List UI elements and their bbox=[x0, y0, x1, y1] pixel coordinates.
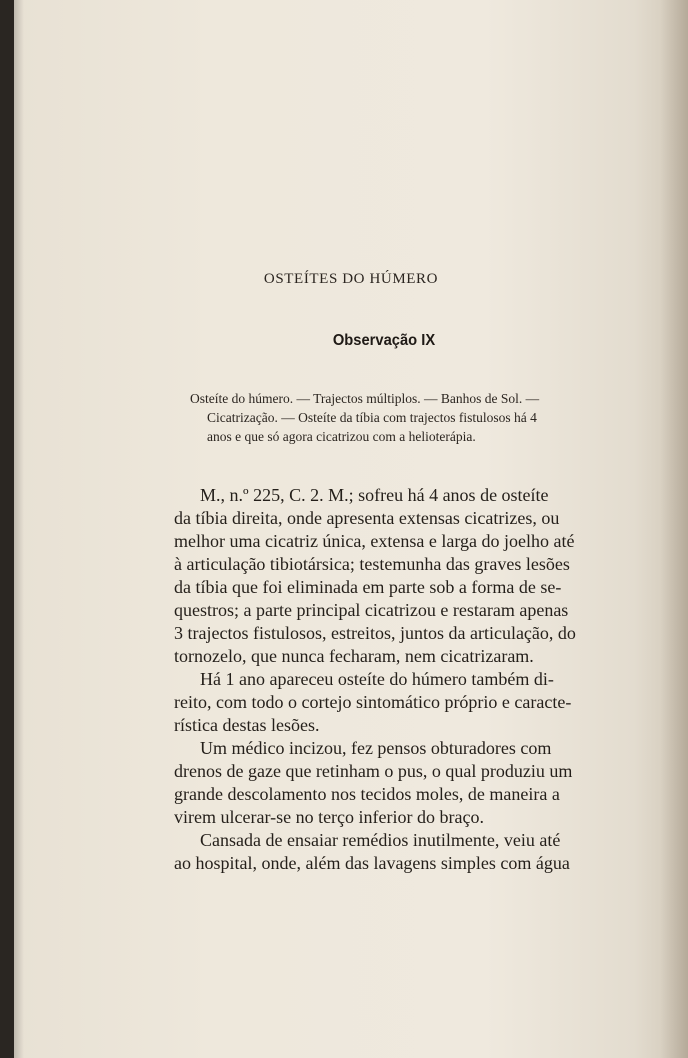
book-page bbox=[14, 0, 688, 1058]
section-heading: OSTEÍTES DO HÚMERO bbox=[263, 271, 439, 287]
body-line: tornozelo, que nunca fecharam, nem cicatrizaram. bbox=[174, 646, 534, 666]
body-line: da tíbia direita, onde apresenta extensas cicatrizes, ou bbox=[174, 508, 560, 528]
body-line: virem ulcerar-se no terço inferior do braço. bbox=[174, 807, 484, 827]
summary-line: anos e que só agora cicatrizou com a helioterápia. bbox=[207, 429, 476, 444]
body-line: grande descolamento nos tecidos moles, de maneira a bbox=[174, 784, 560, 804]
body-line: à articulação tibiotársica; testemunha das graves lesões bbox=[174, 554, 570, 574]
body-line: ao hospital, onde, além das lavagens simples com água bbox=[174, 853, 570, 873]
summary-line: Cicatrização. — Osteíte da tíbia com trajectos fistulosos há 4 bbox=[207, 410, 537, 425]
body-line: M., n.º 225, C. 2. M.; sofreu há 4 anos de osteíte bbox=[200, 485, 549, 505]
summary-line: Osteíte do húmero. — Trajectos múltiplos. — Banhos de Sol. — bbox=[190, 391, 540, 406]
body-line: Há 1 ano apareceu osteíte do húmero também di- bbox=[200, 669, 554, 689]
body-line: reito, com todo o cortejo sintomático próprio e caracte- bbox=[174, 692, 572, 712]
body-line: drenos de gaze que retinham o pus, o qual produziu um bbox=[174, 761, 573, 781]
body-line: questros; a parte principal cicatrizou e restaram apenas bbox=[174, 600, 569, 620]
body-line: rística destas lesões. bbox=[174, 715, 320, 735]
body-line: 3 trajectos fistulosos, estreitos, juntos da articulação, do bbox=[174, 623, 576, 643]
body-line: Cansada de ensaiar remédios inutilmente, veiu até bbox=[200, 830, 561, 850]
body-line: da tíbia que foi eliminada em parte sob a forma de se- bbox=[174, 577, 562, 597]
body-line: Um médico incizou, fez pensos obturadores com bbox=[200, 738, 552, 758]
observation-title: Observação IX bbox=[332, 332, 436, 349]
body-line: melhor uma cicatriz única, extensa e larga do joelho até bbox=[174, 531, 575, 551]
